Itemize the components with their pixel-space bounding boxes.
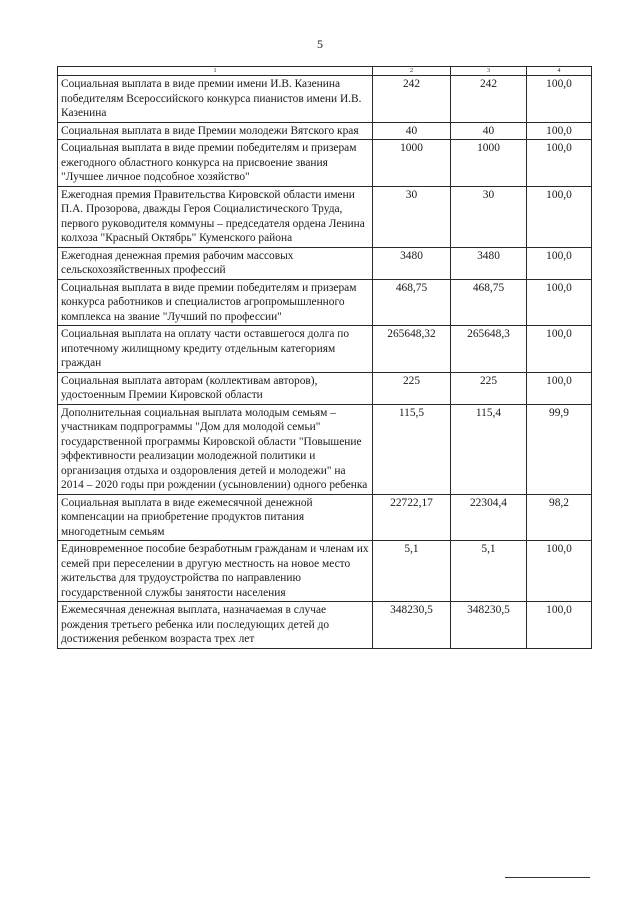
- execution-percent: 100,0: [527, 541, 592, 602]
- execution-percent: 100,0: [527, 602, 592, 649]
- payment-name: Единовременное пособие безработным гражданам и членам их семей при переселении в другую местность на новое место жительства для трудоустройства по направлению государственной службы занятости населения: [58, 541, 373, 602]
- column-number: 3: [451, 67, 527, 76]
- actual-value: 30: [451, 186, 527, 247]
- actual-value: 3480: [451, 247, 527, 279]
- column-number: 4: [527, 67, 592, 76]
- payment-name: Социальная выплата в виде премии имени И.В. Казенина победителям Всероссийского конкурса пианистов имени И.В. Казенина: [58, 76, 373, 123]
- planned-value: 242: [373, 76, 451, 123]
- actual-value: 115,4: [451, 404, 527, 494]
- execution-percent: 99,9: [527, 404, 592, 494]
- planned-value: 1000: [373, 140, 451, 187]
- actual-value: 242: [451, 76, 527, 123]
- column-number-row: [58, 67, 592, 76]
- table-row: [58, 326, 592, 373]
- planned-value: 348230,5: [373, 602, 451, 649]
- actual-value: 225: [451, 372, 527, 404]
- table-row: [58, 602, 592, 649]
- execution-percent: 100,0: [527, 372, 592, 404]
- column-number: 2: [373, 67, 451, 76]
- planned-value: 3480: [373, 247, 451, 279]
- execution-percent: 100,0: [527, 186, 592, 247]
- payment-name: Социальная выплата в виде премии победителям и призерам ежегодного областного конкурса на присвоение звания "Лучшее личное подсобное хозяйство": [58, 140, 373, 187]
- planned-value: 5,1: [373, 541, 451, 602]
- execution-percent: 98,2: [527, 494, 592, 541]
- execution-percent: 100,0: [527, 326, 592, 373]
- payment-name: Ежегодная премия Правительства Кировской области имени П.А. Прозорова, дважды Героя Социалистического Труда, первого руководителя коммуны – председателя ордена Ленина колхоза "Красный Октябрь" Куменского района: [58, 186, 373, 247]
- execution-percent: 100,0: [527, 279, 592, 326]
- planned-value: 30: [373, 186, 451, 247]
- payment-name: Социальная выплата в виде премии победителям и призерам конкурса работников и специалистов агропромышленного комплекса на звание "Лучший по профессии": [58, 279, 373, 326]
- footer-rule: [505, 877, 590, 878]
- report-table: [57, 66, 592, 649]
- payment-name: Социальная выплата авторам (коллективам авторов), удостоенным Премии Кировской области: [58, 372, 373, 404]
- table-row: [58, 140, 592, 187]
- planned-value: 468,75: [373, 279, 451, 326]
- payment-name: Ежегодная денежная премия рабочим массовых сельскохозяйственных профессий: [58, 247, 373, 279]
- actual-value: 468,75: [451, 279, 527, 326]
- planned-value: 22722,17: [373, 494, 451, 541]
- execution-percent: 100,0: [527, 247, 592, 279]
- actual-value: 22304,4: [451, 494, 527, 541]
- table-row: [58, 122, 592, 140]
- table-row: [58, 372, 592, 404]
- execution-percent: 100,0: [527, 140, 592, 187]
- execution-percent: 100,0: [527, 122, 592, 140]
- table-row: [58, 247, 592, 279]
- actual-value: 348230,5: [451, 602, 527, 649]
- table-row: [58, 494, 592, 541]
- table-row: [58, 541, 592, 602]
- column-number: 1: [58, 67, 373, 76]
- page-number: 5: [317, 37, 323, 51]
- payment-name: Ежемесячная денежная выплата, назначаемая в случае рождения третьего ребенка или последующих детей до достижения ребенком возраста трех лет: [58, 602, 373, 649]
- payment-name: Дополнительная социальная выплата молодым семьям – участникам подпрограммы "Дом для молодой семьи" государственной программы Кировской области "Повышение эффективности реализации молодежной политики и организация отдыха и оздоровления детей и молодежи" на 2014 – 2020 годы при рождении (усыновлении) одного ребенка: [58, 404, 373, 494]
- actual-value: 1000: [451, 140, 527, 187]
- planned-value: 265648,32: [373, 326, 451, 373]
- payment-name: Социальная выплата в виде ежемесячной денежной компенсации на приобретение продуктов питания многодетным семьям: [58, 494, 373, 541]
- planned-value: 225: [373, 372, 451, 404]
- execution-percent: 100,0: [527, 76, 592, 123]
- actual-value: 265648,3: [451, 326, 527, 373]
- planned-value: 40: [373, 122, 451, 140]
- payment-name: Социальная выплата в виде Премии молодежи Вятского края: [58, 122, 373, 140]
- table-row: [58, 404, 592, 494]
- table-row: [58, 186, 592, 247]
- table-row: [58, 76, 592, 123]
- actual-value: 40: [451, 122, 527, 140]
- planned-value: 115,5: [373, 404, 451, 494]
- payment-name: Социальная выплата на оплату части оставшегося долга по ипотечному жилищному кредиту отдельным категориям граждан: [58, 326, 373, 373]
- table-row: [58, 279, 592, 326]
- actual-value: 5,1: [451, 541, 527, 602]
